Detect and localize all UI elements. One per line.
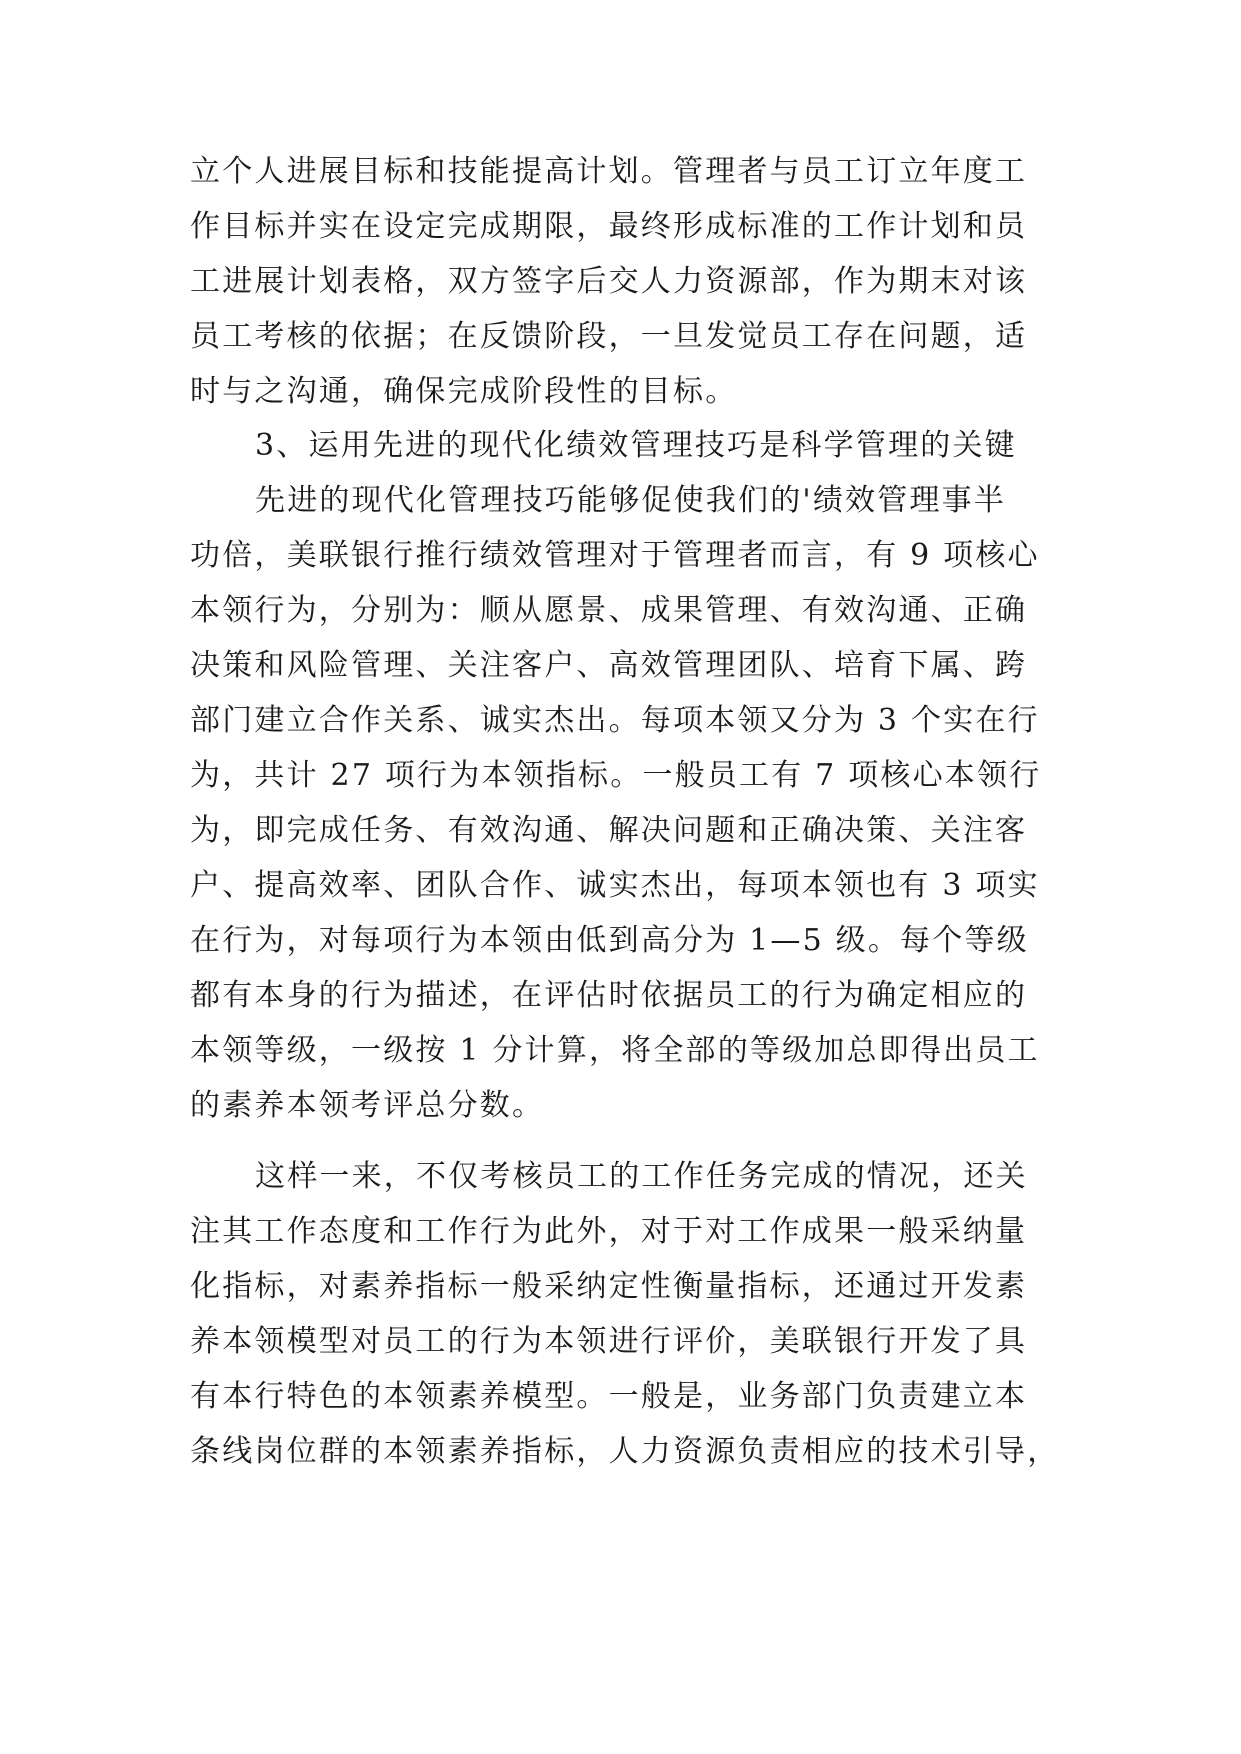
text-line: 决策和风险管理、关注客户、高效管理团队、培育下属、跨 bbox=[190, 648, 1028, 683]
section-heading: 3、运用先进的现代化绩效管理技巧是科学管理的关键 bbox=[255, 428, 1017, 463]
text-line: 作目标并实在设定完成期限，最终形成标准的工作计划和员 bbox=[190, 209, 1028, 244]
text-line: 条线岗位群的本领素养指标，人力资源负责相应的技术引导， bbox=[190, 1434, 1060, 1469]
text-line: 工进展计划表格，双方签字后交人力资源部，作为期末对该 bbox=[190, 264, 1028, 299]
text-line: 立个人进展目标和技能提高计划。管理者与员工订立年度工 bbox=[190, 154, 1028, 189]
text-line: 先进的现代化管理技巧能够促使我们的'绩效管理事半 bbox=[255, 483, 1007, 518]
text-line: 在行为，对每项行为本领由低到高分为 1—5 级。每个等级 bbox=[190, 923, 1029, 958]
text-line: 这样一来，不仅考核员工的工作任务完成的情况，还关 bbox=[255, 1159, 1028, 1194]
text-line: 时与之沟通，确保完成阶段性的目标。 bbox=[190, 374, 738, 409]
text-line: 为，共计 27 项行为本领指标。一般员工有 7 项核心本领行 bbox=[190, 758, 1042, 793]
text-line: 注其工作态度和工作行为此外，对于对工作成果一般采纳量 bbox=[190, 1214, 1028, 1249]
text-line: 都有本身的行为描述，在评估时依据员工的行为确定相应的 bbox=[190, 978, 1028, 1013]
text-line: 有本行特色的本领素养模型。一般是，业务部门负责建立本 bbox=[190, 1379, 1028, 1414]
text-line: 为，即完成任务、有效沟通、解决问题和正确决策、关注客 bbox=[190, 813, 1028, 848]
text-line: 部门建立合作关系、诚实杰出。每项本领又分为 3 个实在行 bbox=[190, 703, 1040, 738]
text-line: 员工考核的依据；在反馈阶段，一旦发觉员工存在问题，适 bbox=[190, 319, 1028, 354]
text-line: 功倍，美联银行推行绩效管理对于管理者而言，有 9 项核心 bbox=[190, 538, 1040, 573]
text-line: 户、提高效率、团队合作、诚实杰出，每项本领也有 3 项实 bbox=[190, 868, 1040, 903]
text-line: 化指标，对素养指标一般采纳定性衡量指标，还通过开发素 bbox=[190, 1269, 1028, 1304]
text-line: 本领等级，一级按 1 分计算，将全部的等级加总即得出员工 bbox=[190, 1033, 1040, 1068]
text-line: 本领行为，分别为：顺从愿景、成果管理、有效沟通、正确 bbox=[190, 593, 1028, 628]
text-line: 的素养本领考评总分数。 bbox=[190, 1088, 545, 1123]
text-line: 养本领模型对员工的行为本领进行评价，美联银行开发了具 bbox=[190, 1324, 1028, 1359]
